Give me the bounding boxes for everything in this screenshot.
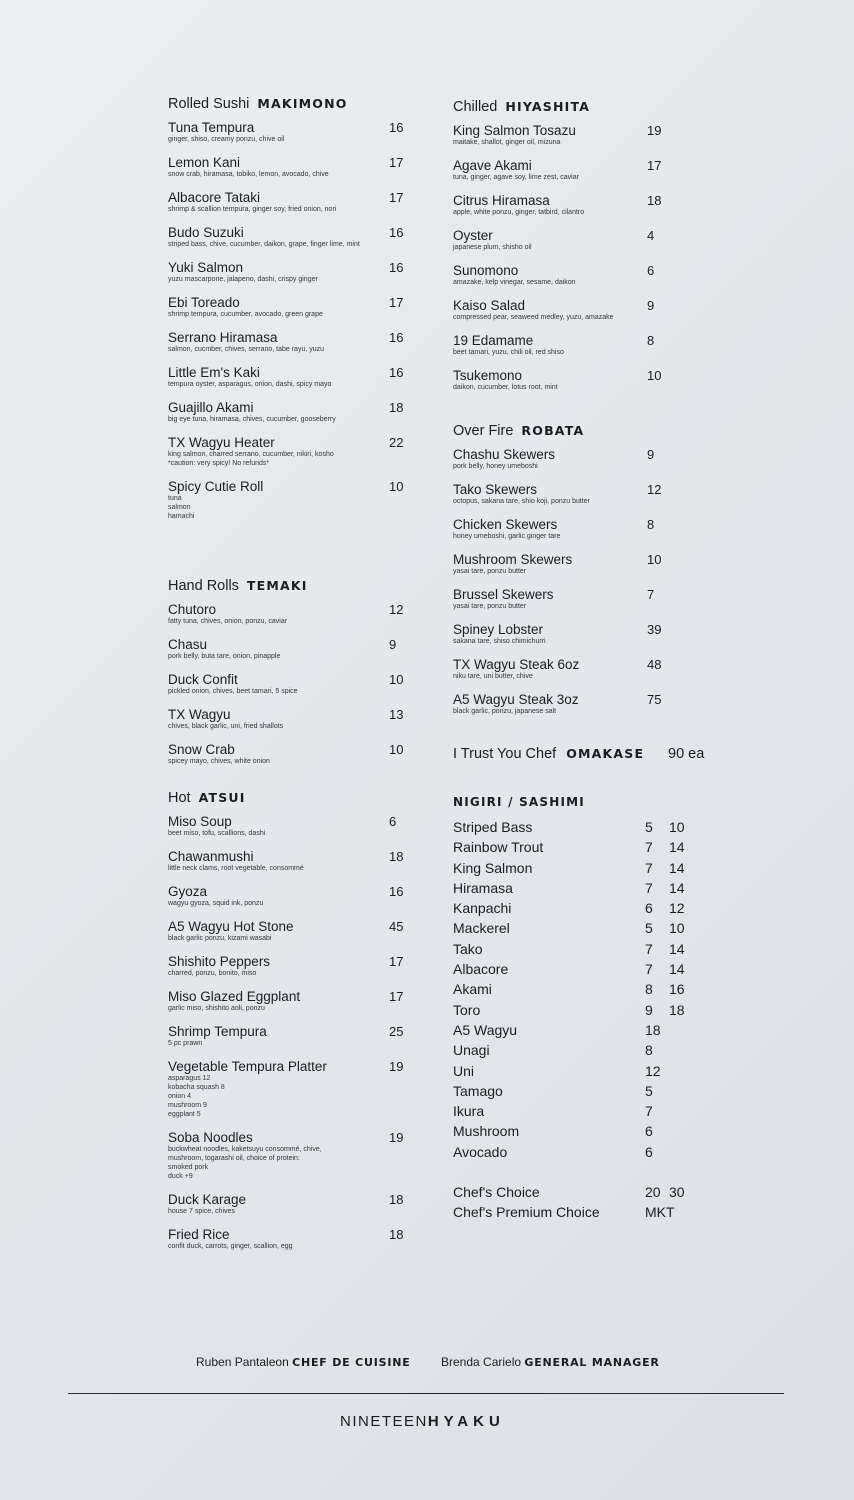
item-price: 48 [647,657,662,672]
item-description: tuna [168,495,182,502]
item-price: 7 [647,587,655,602]
item-description: apple, white ponzu, ginger, tatbird, cilantro [453,209,585,216]
item-price: 16 [389,330,404,345]
menu-item [453,368,733,392]
item-description: yuzu mascarpone, jalapeno, dashi, crispy ginger [168,276,318,283]
menu-item [453,123,733,147]
item-description: mushroom, togarashi oil, choice of protein: [168,1155,300,1162]
section-title: NIGIRI / SASHIMI [453,795,585,809]
item-description: striped bass, chive, cucumber, daikon, grape, finger lime, mint [168,241,360,248]
item-description: kobacha squash 8 [168,1084,225,1091]
item-name: Fried Rice [168,1227,230,1242]
menu-item [168,637,418,661]
nigiri-item [453,940,733,960]
item-name: Spiney Lobster [453,622,544,637]
item-name: Spicy Cutie Roll [168,479,264,494]
section-title-jp: TEMAKI [246,578,308,593]
item-price: 18 [389,1227,404,1242]
menu-item [168,260,418,284]
item-name: Agave Akami [453,158,532,173]
item-description: compressed pear, seaweed medley, yuzu, amazake [453,314,614,321]
item-description: beet miso, tofu, scallions, dashi [168,830,266,837]
item-name: King Salmon Tosazu [453,123,576,138]
nigiri-item [453,879,733,899]
item-description: tempura oyster, asparagus, onion, dashi, spicy mayo [168,381,332,388]
staff-role: GENERAL MANAGER [524,1356,660,1369]
item-price: 17 [389,989,404,1004]
chef-credit [196,1355,411,1369]
item-price: 6 [389,814,397,829]
nigiri-price: 8 [645,981,653,998]
item-name: Ebi Toreado [168,295,240,310]
item-name: Chef's Choice [453,1184,540,1201]
item-name: A5 Wagyu [453,1021,518,1038]
right-column [453,99,733,727]
sashimi-price: 14 [669,879,685,896]
menu-item [168,707,418,731]
item-description: spicey mayo, chives, white onion [168,758,270,765]
nigiri-item [453,899,733,919]
item-name: TX Wagyu [168,707,231,722]
temaki-list [168,602,418,766]
item-name: Chashu Skewers [453,447,556,462]
atsui-section [168,790,418,1251]
nigiri-price: MKT [645,1204,675,1221]
section-title-jp: ATSUI [198,790,246,805]
item-name: Chef's Premium Choice [453,1204,600,1221]
item-description: salmon, cucmber, chives, serrano, tabe rayu, yuzu [168,346,325,353]
item-price: 6 [647,263,655,278]
item-name: Tamago [453,1082,503,1099]
staff-role: CHEF DE CUISINE [292,1356,411,1369]
item-description: garlic miso, shishito aoli, ponzu [168,1005,265,1012]
menu-item [453,228,733,252]
sashimi-price: 14 [669,839,685,856]
robata-section [453,423,733,716]
item-price: 12 [647,482,662,497]
item-description: chives, black garlic, uni, fried shallots [168,723,284,730]
item-price: 16 [389,120,404,135]
item-description: pork belly, honey umeboshi [453,463,538,470]
item-description: king salmon, charred serrano, cucumber, nikiri, kosho [168,451,334,458]
item-name: Vegetable Tempura Platter [168,1059,327,1074]
item-price: 10 [647,368,662,383]
nigiri-item [453,1102,733,1122]
item-description: pickled onion, chives, beet tamari, 5 spice [168,688,298,695]
menu-item [168,155,418,179]
item-name: 19 Edamame [453,333,534,348]
nigiri-price: 18 [645,1021,661,1038]
item-price: 17 [389,295,404,310]
menu-item [453,657,733,681]
menu-item [453,692,733,716]
menu-item [453,158,733,182]
sashimi-price: 30 [669,1184,685,1201]
section-title: Over Fire [453,423,514,439]
item-name: Mushroom Skewers [453,552,573,567]
nigiri-price: 5 [645,920,653,937]
item-description: 5 pc prawn [168,1040,203,1047]
menu-item [168,1059,418,1119]
item-description: snow crab, hiramasa, tobiko, lemon, avocado, chive [168,171,329,178]
nigiri-price: 6 [645,900,653,917]
item-description: daikon, cucumber, lotus root, mint [453,384,558,391]
item-description: *caution: very spicy! No refunds* [168,460,270,467]
menu-item [168,989,418,1013]
nigiri-sashimi-section [453,795,733,1224]
section-heading [168,790,418,806]
nigiri-item [453,960,733,980]
item-description: maitake, shallot, ginger oil, mizuna [453,139,561,146]
section-heading [453,423,733,439]
item-price: 9 [647,447,655,462]
item-name: Serrano Hiramasa [168,330,278,345]
nigiri-price: 7 [645,839,653,856]
nigiri-item [453,1062,733,1082]
item-description: wagyu gyoza, squid ink, ponzu [168,900,264,907]
menu-item [453,447,733,471]
item-description: hamachi [168,513,195,520]
section-title-jp: HIYASHITA [505,99,591,114]
menu-item [168,884,418,908]
item-name: Little Em's Kaki [168,365,260,380]
item-name: Tsukemono [453,368,523,383]
makimono-section [168,96,418,578]
item-price: 9 [389,637,397,652]
nigiri-item [453,859,733,879]
nigiri-price: 6 [645,1123,653,1140]
item-description: house 7 spice, chives [168,1208,235,1215]
item-name: Miso Glazed Eggplant [168,989,301,1004]
omakase-title: I Trust You Chef [453,746,557,762]
item-description: yasai tare, ponzu butter [453,603,527,610]
item-description: black garlic, ponzu, japanese salt [453,708,557,715]
item-name: Hiramasa [453,879,513,896]
item-price: 13 [389,707,404,722]
menu-item [168,814,418,838]
item-description: shrimp tempura, cucumber, avocado, green grape [168,311,323,318]
left-column [168,96,418,1262]
temaki-section [168,578,418,790]
item-name: Uni [453,1062,475,1079]
menu-item [168,1192,418,1216]
item-price: 8 [647,517,655,532]
sashimi-price: 10 [669,920,685,937]
menu-item [168,1227,418,1251]
item-description: eggplant 5 [168,1111,201,1118]
item-name: Budo Suzuki [168,225,244,240]
item-name: Albacore [453,961,509,978]
menu-item [168,1130,418,1181]
nigiri-item [453,1203,733,1223]
item-name: Chawanmushi [168,849,254,864]
item-name: A5 Wagyu Hot Stone [168,919,294,934]
menu-item [168,919,418,943]
menu-item [453,263,733,287]
item-name: Snow Crab [168,742,235,757]
item-name: Miso Soup [168,814,232,829]
sashimi-price: 16 [669,981,685,998]
item-name: Tako Skewers [453,482,538,497]
item-price: 17 [389,190,404,205]
item-name: Guajillo Akami [168,400,254,415]
item-description: onion 4 [168,1093,191,1100]
menu-item [453,298,733,322]
item-name: Toro [453,1001,481,1018]
item-name: Chicken Skewers [453,517,558,532]
item-description: little neck clams, root vegetable, consommé [168,865,304,872]
nigiri-item [453,980,733,1000]
item-price: 39 [647,622,662,637]
menu-item [168,672,418,696]
item-price: 19 [389,1059,404,1074]
omakase-price: 90 ea [668,746,705,762]
item-price: 8 [647,333,655,348]
menu-item [168,954,418,978]
item-description: confit duck, carrots, ginger, scallion, egg [168,1243,293,1250]
omakase-title-jp: OMAKASE [566,746,645,761]
section-title: Rolled Sushi [168,96,250,112]
item-name: TX Wagyu Heater [168,435,275,450]
menu-item [168,479,418,521]
robata-list [453,447,733,716]
item-name: Duck Karage [168,1192,247,1207]
nigiri-item [453,1001,733,1021]
item-price: 19 [647,123,662,138]
item-name: Kaiso Salad [453,298,526,313]
menu-item [168,190,418,214]
section-heading [168,96,418,112]
brand-light: NINETEEN [340,1413,428,1430]
item-name: Chutoro [168,602,217,617]
menu-item [168,295,418,319]
menu-item [168,330,418,354]
menu-item [453,587,733,611]
menu-item [168,849,418,873]
item-price: 22 [389,435,404,450]
item-price: 18 [389,849,404,864]
sashimi-price: 18 [669,1001,685,1018]
item-description: pork belly, buta tare, onion, pinapple [168,653,281,660]
menu-item [453,622,733,646]
item-name: Sunomono [453,263,519,278]
nigiri-price: 7 [645,940,653,957]
staff-name: Brenda Carielo [441,1355,522,1369]
item-name: Shrimp Tempura [168,1024,267,1039]
item-price: 17 [389,954,404,969]
item-description: shrimp & scallion tempura, ginger soy, fried onion, nori [168,206,337,213]
item-price: 19 [389,1130,404,1145]
nigiri-item [453,1122,733,1142]
item-description: honey umeboshi, garlic ginger tare [453,533,561,540]
hiyashita-section [453,99,733,423]
item-name: Chasu [168,637,208,652]
item-description: amazake, kelp vinegar, sesame, daikon [453,279,576,286]
menu-item [453,333,733,357]
item-price: 16 [389,225,404,240]
menu-item [453,552,733,576]
menu-item [453,482,733,506]
item-price: 16 [389,365,404,380]
item-name: Duck Confit [168,672,238,687]
makimono-list [168,120,418,521]
nigiri-price: 5 [645,1082,653,1099]
item-name: TX Wagyu Steak 6oz [453,657,580,672]
section-title-jp: MAKIMONO [257,96,348,111]
item-description: charred, ponzu, bonito, miso [168,970,257,977]
item-description: octopus, sakana tare, shio koji, ponzu butter [453,498,590,505]
chef-choice-list [453,1183,733,1224]
menu-item [168,435,418,468]
staff-name: Ruben Pantaleon [196,1355,289,1369]
nigiri-item [453,919,733,939]
omakase-line [453,746,743,762]
nigiri-price: 20 [645,1184,661,1201]
hiyashita-list [453,123,733,392]
item-description: buckwheat noodles, kaketsuyu consommé, chive, [168,1146,322,1153]
item-price: 75 [647,692,662,707]
nigiri-price: 7 [645,879,653,896]
item-name: Soba Noodles [168,1130,253,1145]
nigiri-item [453,1143,733,1163]
item-name: Lemon Kani [168,155,241,170]
nigiri-item [453,838,733,858]
item-price: 12 [389,602,404,617]
item-price: 16 [389,260,404,275]
item-name: Oyster [453,228,493,243]
item-price: 45 [389,919,404,934]
item-price: 9 [647,298,655,313]
item-description: niku tare, uni butter, chive [453,673,533,680]
nigiri-price: 6 [645,1143,653,1160]
item-description: beet tamari, yuzu, chili oil, red shiso [453,349,564,356]
menu-item [168,120,418,144]
item-description: yasai tare, ponzu butter [453,568,527,575]
sashimi-price: 10 [669,819,685,835]
nigiri-price: 7 [645,961,653,978]
item-price: 18 [647,193,662,208]
item-name: A5 Wagyu Steak 3oz [453,692,579,707]
item-price: 18 [389,1192,404,1207]
sashimi-price: 14 [669,859,685,876]
item-name: Unagi [453,1042,490,1059]
nigiri-price: 7 [645,859,653,876]
brand-logo [340,1413,505,1430]
item-name: Ikura [453,1103,485,1120]
sashimi-price: 12 [669,900,685,917]
item-name: Shishito Peppers [168,954,271,969]
menu-item [168,400,418,424]
nigiri-item [453,1041,733,1061]
nigiri-item [453,1021,733,1041]
item-description: tuna, ginger, agave soy, lime zest, caviar [453,174,579,181]
menu-item [168,742,418,766]
item-name: Tako [453,940,483,957]
item-name: Mackerel [453,920,510,937]
sashimi-price: 14 [669,961,685,978]
item-name: Gyoza [168,884,208,899]
item-name: Tuna Tempura [168,120,255,135]
nigiri-item [453,1082,733,1102]
item-price: 4 [647,228,655,243]
atsui-list [168,814,418,1251]
sashimi-price: 14 [669,940,685,957]
section-title: Chilled [453,99,498,115]
item-name: Citrus Hiramasa [453,193,550,208]
menu-item [168,225,418,249]
item-price: 17 [389,155,404,170]
item-description: black garlic ponzu, kizami wasabi [168,935,272,942]
section-heading [453,99,733,115]
menu-item [168,1024,418,1048]
item-name: Kanpachi [453,900,512,917]
item-name: Mushroom [453,1123,520,1140]
item-description: sakana tare, shiso chimichurri [453,638,546,645]
item-name: King Salmon [453,859,533,876]
item-name: Brussel Skewers [453,587,554,602]
section-title: Hand Rolls [168,578,239,594]
menu-item [168,602,418,626]
item-name: Striped Bass [453,819,533,835]
item-price: 16 [389,884,404,899]
item-name: Albacore Tataki [168,190,261,205]
item-price: 17 [647,158,662,173]
item-description: mushroom 9 [168,1102,207,1109]
item-price: 25 [389,1024,404,1039]
nigiri-price: 9 [645,1001,653,1018]
menu-item [168,365,418,389]
section-heading [168,578,418,594]
menu-item [453,517,733,541]
section-title: Hot [168,790,191,806]
item-price: 10 [389,672,404,687]
item-description: big eye tuna, hiramasa, chives, cucumber, gooseberry [168,416,336,423]
item-price: 10 [389,479,404,494]
nigiri-price: 5 [645,819,653,835]
item-description: salmon [168,504,191,511]
item-price: 18 [389,400,404,415]
item-description: asparagus 12 [168,1075,211,1082]
item-description: japanese plum, shisho oil [453,244,532,251]
item-name: Rainbow Trout [453,839,544,856]
menu-item [453,193,733,217]
nigiri-item [453,818,733,838]
item-description: duck +9 [168,1173,193,1180]
brand-bold: HYAKU [427,1413,505,1430]
item-price: 10 [647,552,662,567]
nigiri-price: 12 [645,1062,661,1079]
nigiri-item [453,1183,733,1203]
item-description: smoked pork [168,1164,209,1171]
item-name: Avocado [453,1143,508,1160]
section-title-jp: ROBATA [521,423,585,438]
footer-divider [68,1393,784,1394]
item-name: Akami [453,981,492,998]
manager-credit [441,1355,660,1369]
nigiri-price: 8 [645,1042,653,1059]
item-description: fatty tuna, chives, onion, ponzu, caviar [168,618,288,625]
nigiri-list [453,818,733,1163]
item-description: ginger, shiso, creamy ponzu, chive oil [168,136,285,143]
item-price: 10 [389,742,404,757]
nigiri-price: 7 [645,1103,653,1120]
item-name: Yuki Salmon [168,260,244,275]
